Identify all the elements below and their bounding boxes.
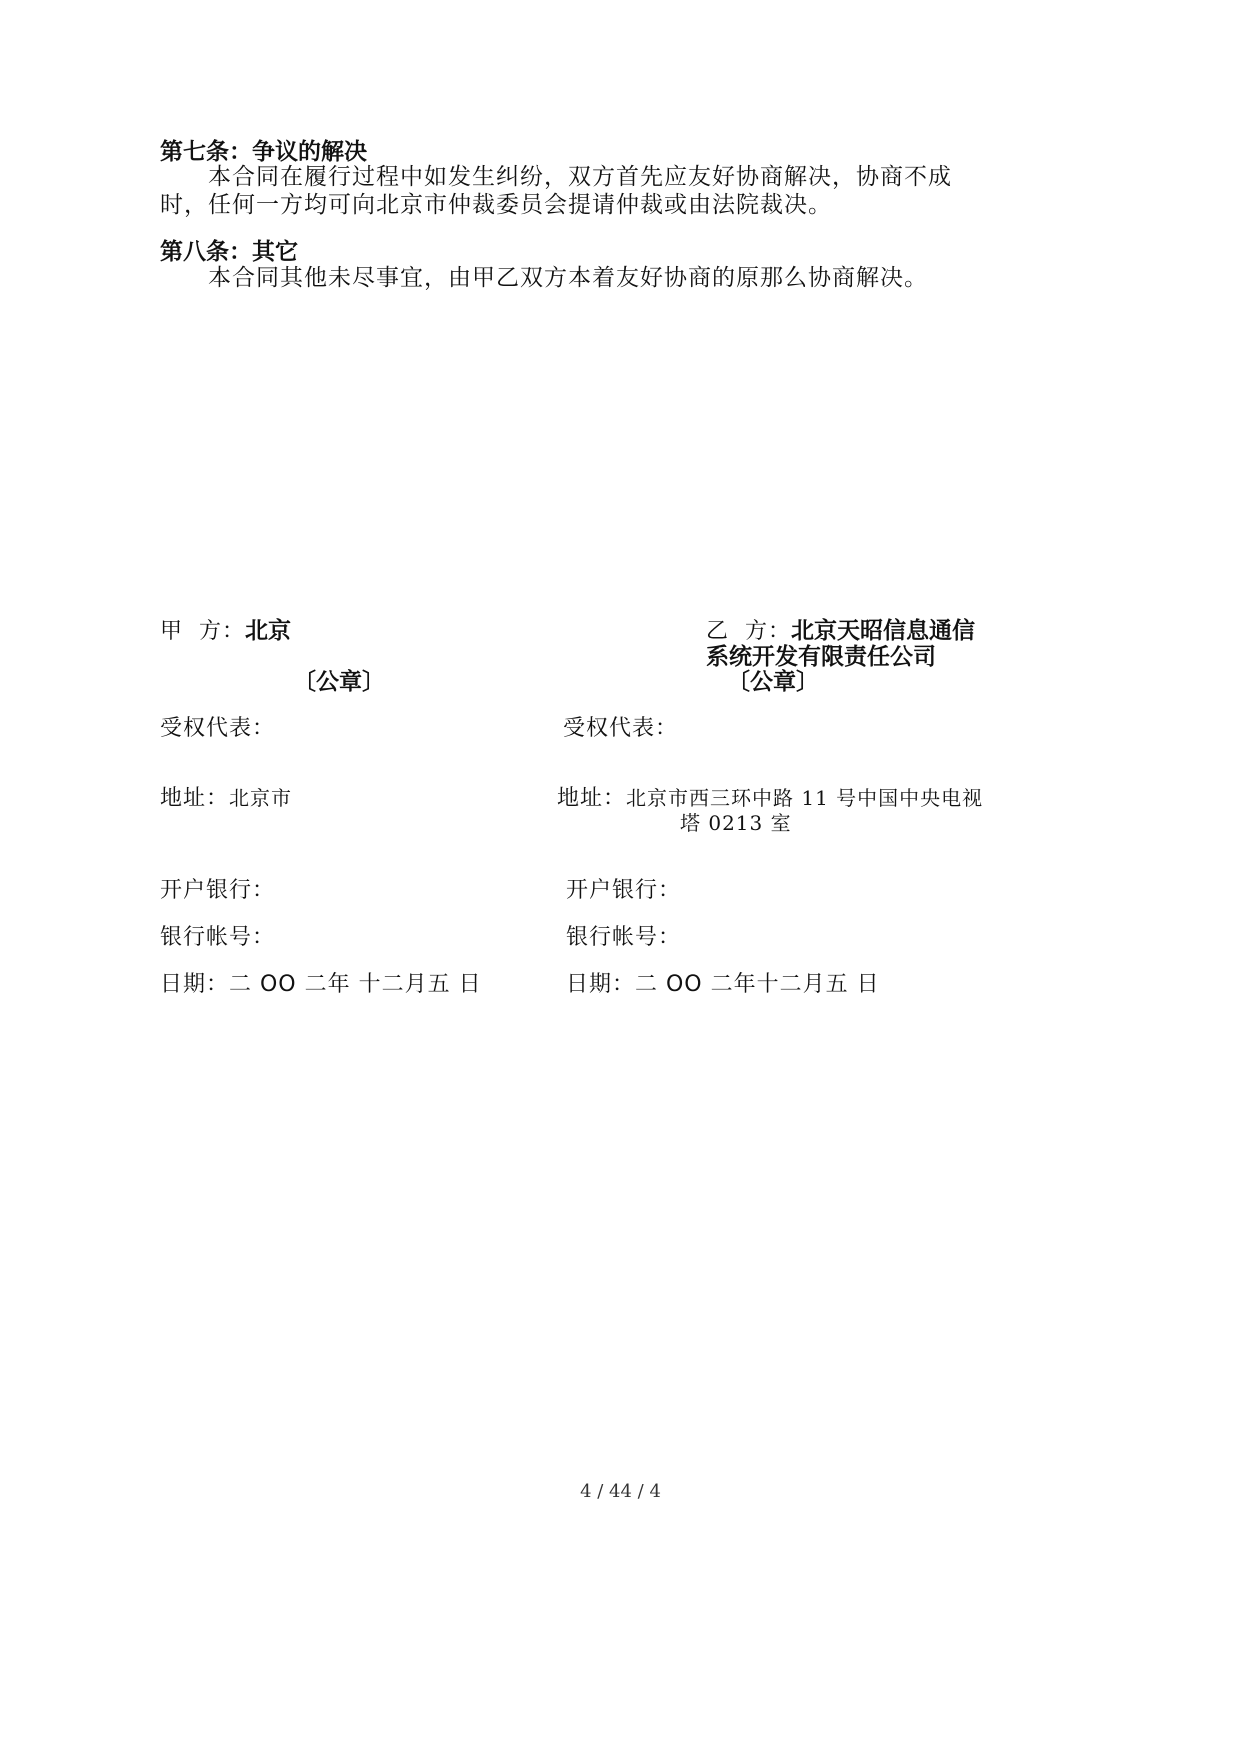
party-b-address-value-line-1: 北京市西三环中路 11 号中国中央电视 <box>626 786 984 810</box>
party-b-date: 日期：二 OO 二年十二月五 日 <box>566 972 880 997</box>
party-b-address-value-line-2: 塔 0213 室 <box>680 811 792 835</box>
party-b-label: 乙 方： <box>706 619 791 644</box>
article-7-line-1: 本合同在履行过程中如发生纠纷，双方首先应友好协商解决，协商不成 <box>208 164 952 190</box>
party-a-date: 日期：二 OO 二年 十二月五 日 <box>160 972 482 997</box>
party-a-seal: 〔公章〕 <box>293 669 385 695</box>
article-8-heading: 第八条：其它 <box>160 239 298 265</box>
party-a-name: 北京 <box>245 618 291 644</box>
party-a-account-label: 银行帐号： <box>160 925 276 950</box>
party-a-address <box>160 781 292 812</box>
party-b-bank-label: 开户银行： <box>566 878 682 903</box>
party-a-line <box>160 612 291 645</box>
party-a-address-value: 北京市 <box>229 786 293 810</box>
party-b-account-label: 银行帐号： <box>566 925 682 950</box>
page-number: 4 / 44 / 4 <box>580 1481 661 1502</box>
party-b-address-label: 地址： <box>557 786 627 811</box>
article-7-heading: 第七条：争议的解决 <box>160 139 367 165</box>
party-b-name-line-2: 系统开发有限责任公司 <box>706 644 936 670</box>
party-a-label: 甲 方： <box>160 619 245 644</box>
party-b-name-line-1: 北京天昭信息通信 <box>791 618 975 644</box>
party-b-rep-label: 受权代表： <box>563 716 679 741</box>
article-7-line-2: 时，任何一方均可向北京市仲裁委员会提请仲裁或由法院裁决。 <box>160 192 832 218</box>
party-a-bank-label: 开户银行： <box>160 878 276 903</box>
party-a-address-label: 地址： <box>160 786 230 811</box>
party-a-rep-label: 受权代表： <box>160 716 276 741</box>
party-b-seal: 〔公章〕 <box>727 669 819 695</box>
article-8-line-1: 本合同其他未尽事宜，由甲乙双方本着友好协商的原那么协商解决。 <box>208 265 928 291</box>
